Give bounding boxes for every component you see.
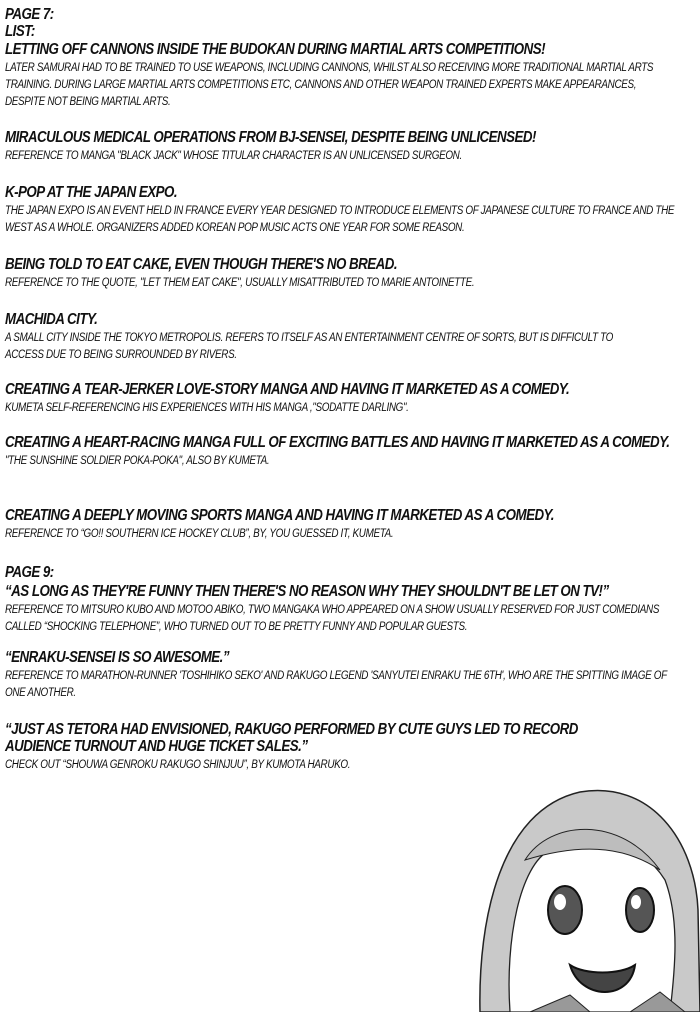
note-tear-jerker xyxy=(5,381,695,417)
note-title: BEING TOLD TO EAT CAKE, EVEN THOUGH THERE'S NO BREAD. xyxy=(5,256,398,273)
note-sports xyxy=(5,507,695,543)
note-title: “ENRAKU-SENSEI IS SO AWESOME.” xyxy=(5,649,230,666)
note-title: K-POP AT THE JAPAN EXPO. xyxy=(5,184,178,201)
note-body: REFERENCE TO THE QUOTE, "LET THEM EAT CAKE", USUALLY MISATTRIBUTED TO MARIE ANTOINETTE. xyxy=(5,277,475,289)
list-label: LIST: xyxy=(5,23,35,40)
note-tetora xyxy=(5,721,695,774)
note-cake xyxy=(5,256,695,292)
note-title: MACHIDA CITY. xyxy=(5,311,98,328)
note-bj-sensei xyxy=(5,129,695,165)
note-cannons xyxy=(5,41,695,111)
note-machida xyxy=(5,311,695,364)
note-title: CREATING A TEAR-JERKER LOVE-STORY MANGA AND HAVING IT MARKETED AS A COMEDY. xyxy=(5,381,570,398)
note-title: CREATING A DEEPLY MOVING SPORTS MANGA AND HAVING IT MARKETED AS A COMEDY. xyxy=(5,507,554,524)
note-title: CREATING A HEART-RACING MANGA FULL OF EXCITING BATTLES AND HAVING IT MARKETED AS A COMEDY. xyxy=(5,434,670,451)
page9-label: PAGE 9: xyxy=(5,564,54,581)
note-body: THE JAPAN EXPO IS AN EVENT HELD IN FRANCE EVERY YEAR DESIGNED TO INTRODUCE ELEMENTS OF JAPANESE CULTURE TO FRANCE AND THE WEST AS A WHOLE. ORGANIZERS ADDED KOREAN POP MUSIC ACTS ONE YEAR FOR SOME REASON. xyxy=(5,205,675,234)
manga-girl-illustration xyxy=(470,770,700,1012)
note-title: “AS LONG AS THEY'RE FUNNY THEN THERE'S NO REASON WHY THEY SHOULDN'T BE LET ON TV!” xyxy=(5,583,609,600)
eye-highlight xyxy=(631,895,641,909)
left-eye xyxy=(548,886,582,934)
note-heart-racing xyxy=(5,434,695,470)
note-kpop xyxy=(5,184,695,237)
note-body: A SMALL CITY INSIDE THE TOKYO METROPOLIS. REFERS TO ITSELF AS AN ENTERTAINMENT CENTRE OF SORTS, BUT IS DIFFICULT TO ACCESS DUE TO BEING SURROUNDED BY RIVERS. xyxy=(5,332,613,361)
note-body: CHECK OUT “SHOUWA GENROKU RAKUGO SHINJUU”, BY KUMOTA HARUKO. xyxy=(5,759,351,771)
note-title: MIRACULOUS MEDICAL OPERATIONS FROM BJ-SENSEI, DESPITE BEING UNLICENSED! xyxy=(5,129,536,146)
note-body: KUMETA SELF-REFERENCING HIS EXPERIENCES WITH HIS MANGA ,"SODATTE DARLING". xyxy=(5,402,409,414)
note-body: LATER SAMURAI HAD TO BE TRAINED TO USE WEAPONS, INCLUDING CANNONS, WHILST ALSO RECEIVING MORE TRADITIONAL MARTIAL ARTS TRAINING. DURING LARGE MARTIAL ARTS COMPETITIONS ETC, CANNONS AND OTHER WEAPON TRAINED EXPERTS MAKE APPEARANCES, DESPITE NOT BEING MARTIAL ARTS. xyxy=(5,62,654,108)
note-body: "THE SUNSHINE SOLDIER POKA-POKA", ALSO BY KUMETA. xyxy=(5,455,270,467)
note-body: REFERENCE TO MITSURO KUBO AND MOTOO ABIKO, TWO MANGAKA WHO APPEARED ON A SHOW USUALLY RESERVED FOR JUST COMEDIANS CALLED “SHOCKING TELEPHONE”, WHO TURNED OUT TO BE PRETTY FUNNY AND POPULAR GUESTS. xyxy=(5,604,660,633)
right-eye xyxy=(626,888,654,932)
note-body: REFERENCE TO MARATHON-RUNNER 'TOSHIHIKO SEKO' AND RAKUGO LEGEND 'SANYUTEI ENRAKU THE 6TH', WHO ARE THE SPITTING IMAGE OF ONE ANOTHER. xyxy=(5,670,667,699)
note-title: LETTING OFF CANNONS INSIDE THE BUDOKAN DURING MARTIAL ARTS COMPETITIONS! xyxy=(5,41,545,58)
note-title: “JUST AS TETORA HAD ENVISIONED, RAKUGO PERFORMED BY CUTE GUYS LED TO RECORD AUDIENCE TURNOUT AND HUGE TICKET SALES.” xyxy=(5,721,578,755)
note-enraku xyxy=(5,649,695,702)
note-body: REFERENCE TO MANGA "BLACK JACK" WHOSE TITULAR CHARACTER IS AN UNLICENSED SURGEON. xyxy=(5,150,462,162)
note-funny xyxy=(5,583,695,636)
note-body: REFERENCE TO “GO!! SOUTHERN ICE HOCKEY CLUB”, BY, YOU GUESSED IT, KUMETA. xyxy=(5,528,394,540)
page7-label: PAGE 7: xyxy=(5,6,54,23)
eye-highlight xyxy=(554,894,566,910)
